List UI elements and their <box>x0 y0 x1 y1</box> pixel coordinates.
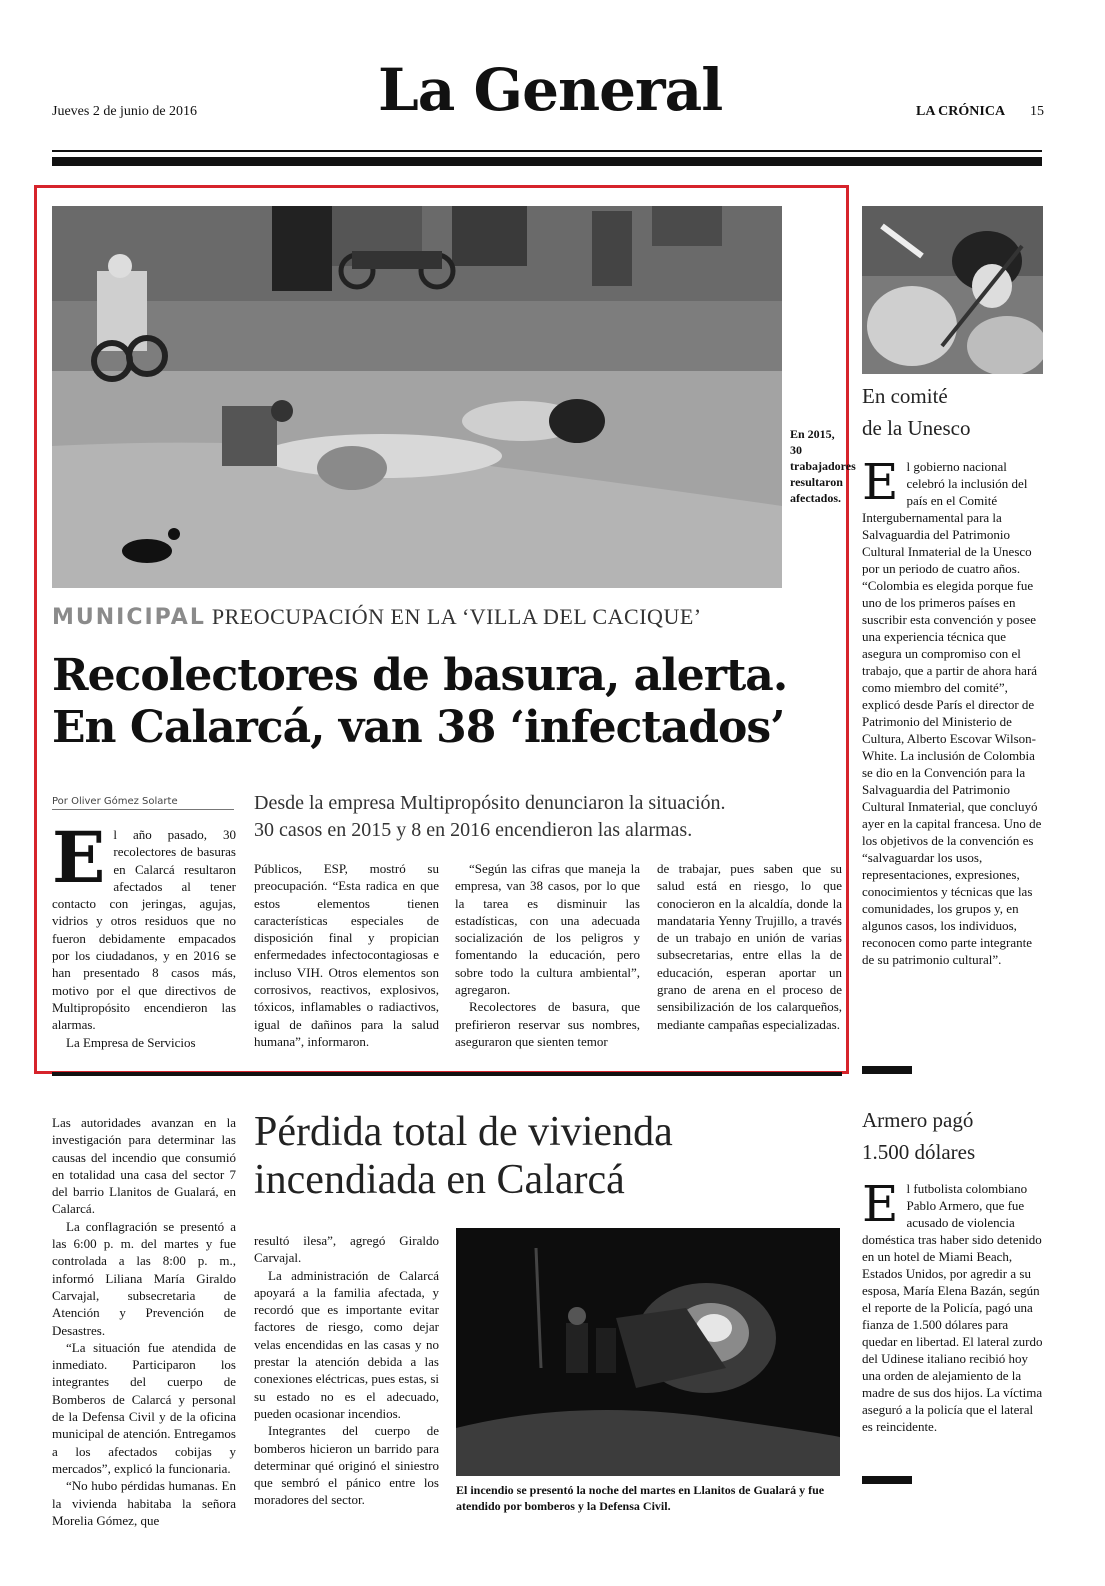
main-col3-p1: “Según las cifras que maneja la empresa, van 38 casos, por lo que la tarea es disminuir las estadísticas, con una adecuada socialización de los peligros y fomentando la educación, pero sobre todo la cultura ambiental”, agregaron. <box>455 861 640 998</box>
fire-headline <box>254 1108 814 1204</box>
main-col3-p2: Recolectores de basura, que prefirieron reservar sus nombres, aseguraron que sienten temor <box>455 999 640 1049</box>
header-rule-thick <box>52 157 1042 166</box>
issue-date: Jueves 2 de junio de 2016 <box>52 104 198 119</box>
kicker-text: PREOCUPACIÓN EN LA ‘VILLA DEL CACIQUE’ <box>211 604 702 629</box>
unesco-title <box>862 380 1043 444</box>
fire-col2-p3: Integrantes del cuerpo de bomberos hicieron un barrido para determinar qué originó el siniestro que sembró el pánico entre los moradores del sector. <box>254 1423 439 1508</box>
armero-title-line2: 1.500 dólares <box>862 1140 976 1164</box>
drop-cap: E <box>52 816 106 899</box>
main-headline-line2: En Calarcá, van 38 ‘infectados’ <box>52 702 785 753</box>
main-col-4 <box>657 860 842 1033</box>
fire-col-2 <box>254 1232 439 1509</box>
armero-body <box>862 1175 1043 1435</box>
armero-title-line1: Armero pagó <box>862 1108 974 1132</box>
kicker-tag: MUNICIPAL <box>52 605 206 630</box>
unesco-photo <box>862 206 1043 374</box>
subhead-line2: 30 casos en 2015 y 8 en 2016 encendieron las alarmas. <box>254 819 693 841</box>
main-kicker <box>52 604 702 630</box>
unesco-title-line2: de la Unesco <box>862 416 971 440</box>
fire-photo <box>456 1228 840 1476</box>
armero-end-bar <box>862 1476 912 1484</box>
unesco-body <box>862 453 1043 968</box>
main-col-1 <box>52 816 236 1051</box>
fire-col2-p2: La administración de Calarcá apoyará a la familia afectada, y recordó que es importante evitar factores de riesgo, como dejar velas encendidas en las casas y no prestar la atención debida a las conexiones eléctricas, pues estas, si su estado no es el adecuado, pueden ocasionar incendios. <box>254 1267 439 1421</box>
subhead-line1: Desde la empresa Multipropósito denunciaron la situación. <box>254 792 726 814</box>
main-headline-line1: Recolectores de basura, alerta. <box>52 650 788 701</box>
byline: Por Oliver Gómez Solarte <box>52 796 234 810</box>
fire-col1-p2: La conflagración se presentó a las 6:00 p. m. del martes y fue controlada a las 8:00 p. m., informó Liliana María Giraldo Carvajal, subsecretaria de Atención y Prevención de Desastres. <box>52 1218 236 1338</box>
unesco-end-bar <box>862 1066 912 1074</box>
fire-photo-caption: El incendio se presentó la noche del martes en Llanitos de Gualará y fue atendido por bomberos y la Defensa Civil. <box>456 1483 825 1513</box>
unesco-title-line1: En comité <box>862 384 948 408</box>
main-headline <box>52 650 842 754</box>
main-subhead <box>254 790 844 844</box>
fire-headline-line2: incendiada en Calarcá <box>254 1157 625 1203</box>
unesco-drop-cap: E <box>862 453 899 511</box>
fire-col2-p1: resultó ilesa”, agregó Giraldo Carvajal. <box>254 1233 439 1266</box>
main-photo-caption: En 2015, 30 trabajadores resultaron afectados. <box>790 427 856 505</box>
section-title: La General <box>378 56 723 124</box>
fire-col1-p3: “La situación fue atendida de inmediato. Participaron los integrantes del cuerpo de Bomberos de Calarcá y personal de la Defensa Civil y de la oficina municipal de atención. Entregamos a los afectados cobijas y mercados”, explicó la funcionaria. <box>52 1339 236 1476</box>
main-col-3 <box>455 860 640 1050</box>
fire-col-1 <box>52 1114 236 1529</box>
main-story-bottom-rule <box>52 1072 842 1076</box>
header-rule-thin <box>52 150 1042 152</box>
page-number: 15 <box>1030 104 1044 119</box>
main-col2-p1: Públicos, ESP, mostró su preocupación. “Esta radica en que estos elementos tienen características especiales de disposición final y propician enfermedades infectocontagiosas e incluso VIH. Otros elementos son corrosivos, reactivos, explosivos, tóxicos, inflamables o radiactivos, igual de dañinos para la salud humana”, informaron. <box>254 861 439 1049</box>
fire-col1-p1: Las autoridades avanzan en la investigación para determinar las causas del incendio que consumió en totalidad una casa del sector 7 del barrio Llanitos de Gualará, en Calarcá. <box>52 1115 236 1217</box>
main-col-2 <box>254 860 439 1050</box>
garbage-collector-photo <box>52 206 782 588</box>
unesco-body-text: l gobierno nacional celebró la inclusión del país en el Comité Intergubernamental para la Salvaguardia del Patrimonio Cultural Inmaterial de la Unesco por un periodo de cuatro años. “Colombia es elegida porque fue uno de los primeros países en suscribir esta convención y posee una experiencia técnica que asegura un compromiso con el trabajo, que a partir de ahora hará como miembro del comité”, explicó desde París el director de Patrimonio del Ministerio de Cultura, Alberto Escovar Wilson-White. La inclusión de Colombia se dio en la Convención para la Salvaguardia del Patrimonio Cultural Inmaterial, que concluyó ayer en la capital francesa. Uno de los objetivos de la convención es “salvaguardar los usos, representaciones, expresiones, conocimientos y técnicas que las comunidades, los grupos y, en algunos casos, los individuos, reconocen como parte integrante de su patrimonio cultural”. <box>862 459 1042 967</box>
main-col1-p1: l año pasado, 30 recolectores de basuras en Calarcá resultaron afectados al tener contacto con jeringas, agujas, vidrios y otros residuos que no fueron debidamente empacados por los ciudadanos, y en 2016 se han presentado 8 casos más, motivo por el que directivos de Multipropósito encendieron las alarmas. <box>52 827 236 1033</box>
fire-headline-line1: Pérdida total de vivienda <box>254 1109 673 1155</box>
newspaper-brand: LA CRÓNICA <box>916 104 1006 119</box>
fire-col1-p4: “No hubo pérdidas humanas. En la vivienda habitaba la señora Morelia Gómez, que <box>52 1478 236 1528</box>
armero-title <box>862 1104 1043 1168</box>
main-col4-p1: de trabajar, pues saben que su salud está en riesgo, lo que conocieron en la alcaldía, donde la mandataria Yenny Trujillo, a través de un trabajo en unión de varias subsecretarias, entre ellas la de educación, esperan aportar un grano de arena en el proceso de sensibilización de los calarqueños, mediante campañas especializadas. <box>657 861 842 1032</box>
armero-drop-cap: E <box>862 1175 899 1233</box>
armero-body-text: l futbolista colombiano Pablo Armero, que fue acusado de violencia doméstica tras haber sido detenido en un hotel de Miami Beach, Estados Unidos, por agredir a su esposa, María Elena Bazán, según el reporte de la Policía, pagó una fianza de 1.500 dólares para quedar en libertad. El lateral zurdo del Udinese italiano recibió hoy una orden de alejamiento de la madre de sus dos hijos. La víctima aseguró a la policía que el lateral es reincidente. <box>862 1181 1043 1434</box>
main-col1-p2: La Empresa de Servicios <box>66 1034 196 1050</box>
